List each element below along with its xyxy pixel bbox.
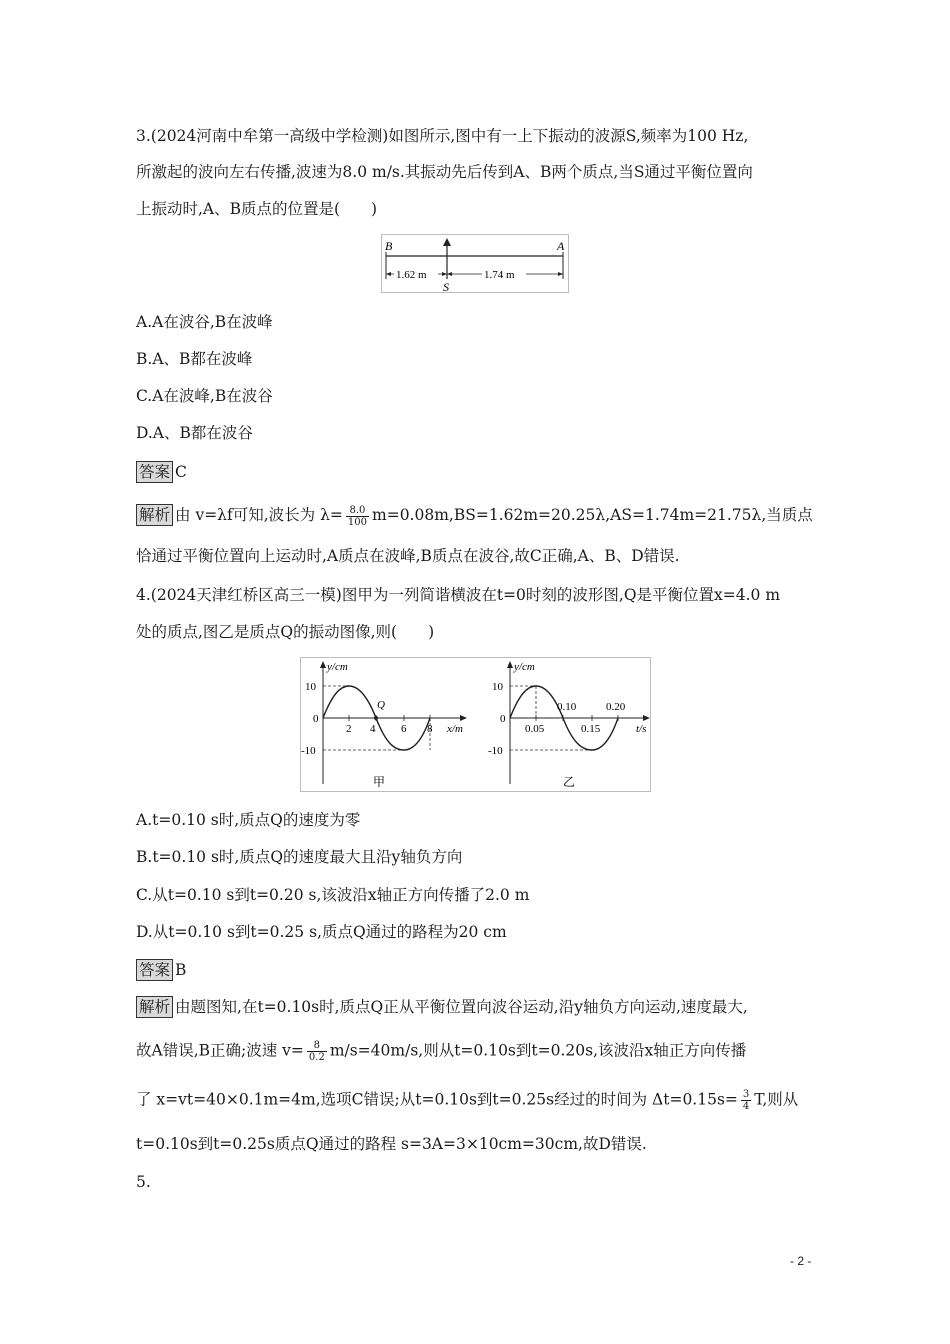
q3-figure [381,234,569,293]
q4-analysis-row1 [136,996,748,1018]
q4-stem-line1: 4.(2024天津红桥区高三一模)图甲为一列简谐横波在t=0时刻的波形图,Q是平衡位置x=4.0 m [136,586,781,604]
q4-right-caption: 乙 [563,775,576,789]
q4-analysis-line2-part2: m/s=40m/s,则从t=0.10s到t=0.20s,该波沿x轴正方向传播 [329,1041,747,1060]
q4-left-ytick-0: 0 [313,713,319,725]
q5-stem-line1: 5. [136,1173,151,1191]
q4-analysis-fraction [307,1040,327,1063]
q3-analysis-line2: 恰通过平衡位置向上运动时,A质点在波峰,B质点在波谷,故C正确,A、B、D错误. [136,547,680,565]
q3-fig-label-a: A [557,239,565,253]
q4-right-ytick-0: 0 [500,713,506,725]
q4-right-xtick-010: 0.10 [557,701,577,713]
q4-analysis-row3 [136,1089,798,1112]
q3-option-d: D.A、B都在波谷 [136,424,253,442]
q3-fig-dist-left: 1.62 m [396,269,427,281]
q4-left-xtick-2: 2 [346,723,352,735]
q4-left-caption: 甲 [373,775,386,789]
q4-analysis-fraction2 [741,1089,751,1112]
q3-analysis-part1: 由 v=λf可知,波长为 λ= [175,506,343,524]
q4-left-xtick-4: 4 [370,723,376,735]
q4-left-xtick-6: 6 [401,723,407,735]
q4-frac2-den: 4 [742,1101,750,1112]
q3-answer-tag: 答案 [136,461,173,483]
q4-right-xtick-005: 0.05 [525,723,545,735]
q3-stem-line1: 3.(2024河南中牟第一高级中学检测)如图所示,图中有一上下振动的波源S,频率为100 Hz, [136,127,749,145]
q4-figure [300,657,651,792]
q4-left-xlabel: x/m [447,723,463,735]
q4-frac-num: 8 [307,1040,327,1052]
q4-option-d: D.从t=0.10 s到t=0.25 s,质点Q通过的路程为20 cm [136,923,507,941]
q4-option-a: A.t=0.10 s时,质点Q的速度为零 [136,811,361,829]
q4-right-xlabel: t/s [636,723,647,735]
q3-analysis-fraction [346,505,369,528]
q4-left-ylabel: y/cm [327,661,348,673]
q4-answer-tag: 答案 [136,959,173,981]
q4-left-ytick-10: 10 [305,681,316,693]
q3-option-a: A.A在波谷,B在波峰 [136,313,273,331]
q4-frac-den: 0.2 [308,1052,325,1063]
q4-analysis-line3-part1: 了 x=vt=40×0.1m=4m,选项C错误;从t=0.10s到t=0.25s经过的时间为 Δt=0.15s= [136,1090,738,1109]
q3-frac-num: 8.0 [346,505,369,517]
q4-answer: B [175,961,187,979]
q3-fig-label-b: B [385,239,393,253]
q4-right-ytick-10: 10 [492,681,503,693]
q3-analysis-tag: 解析 [136,504,173,526]
q3-option-c: C.A在波峰,B在波谷 [136,387,273,405]
page-number: - 2 - [790,1254,812,1268]
q4-left-point-q: Q [377,699,385,711]
q3-analysis-row1 [136,504,813,528]
q4-analysis-line3-part2: T,则从 [754,1090,799,1109]
q4-right-xtick-020: 0.20 [606,701,626,713]
q4-frac2-num: 3 [742,1089,750,1100]
q3-answer-row [136,461,187,483]
q4-right-ytick-neg10: -10 [488,745,503,757]
q4-analysis-line4: t=0.10s到t=0.25s质点Q通过的路程 s=3A=3×10cm=30cm,故D错误. [136,1135,647,1153]
q4-right-xtick-015: 0.15 [581,723,601,735]
q3-stem-line2: 所激起的波向左右传播,波速为8.0 m/s.其振动先后传到A、B两个质点,当S通过平衡位置向 [136,163,753,181]
q3-frac-den: 100 [347,516,368,528]
q4-right-ylabel: y/cm [514,661,535,673]
q4-analysis-row2 [136,1040,746,1063]
q3-fig-dist-right: 1.74 m [484,269,515,281]
q4-answer-row [136,959,186,981]
q4-left-ytick-neg10: -10 [301,745,316,757]
q3-option-b: B.A、B都在波峰 [136,350,253,368]
q4-left-xtick-8: 8 [427,723,433,735]
q3-stem-line3: 上振动时,A、B质点的位置是( ) [136,200,378,218]
q3-fig-label-s: S [443,280,449,292]
q4-option-b: B.t=0.10 s时,质点Q的速度最大且沿y轴负方向 [136,848,463,866]
q4-stem-line2: 处的质点,图乙是质点Q的振动图像,则( ) [136,623,435,641]
q3-analysis-part2: m=0.08m,BS=1.62m=20.25λ,AS=1.74m=21.75λ,当质点 [372,506,813,524]
q3-answer: C [175,463,187,481]
q4-analysis-line1: 由题图知,在t=0.10s时,质点Q正从平衡位置向波谷运动,沿y轴负方向运动,速度最大, [175,998,748,1016]
q4-analysis-line2-part1: 故A错误,B正确;波速 v= [136,1041,304,1060]
q4-analysis-tag: 解析 [136,996,173,1018]
q4-option-c: C.从t=0.10 s到t=0.20 s,该波沿x轴正方向传播了2.0 m [136,886,530,904]
